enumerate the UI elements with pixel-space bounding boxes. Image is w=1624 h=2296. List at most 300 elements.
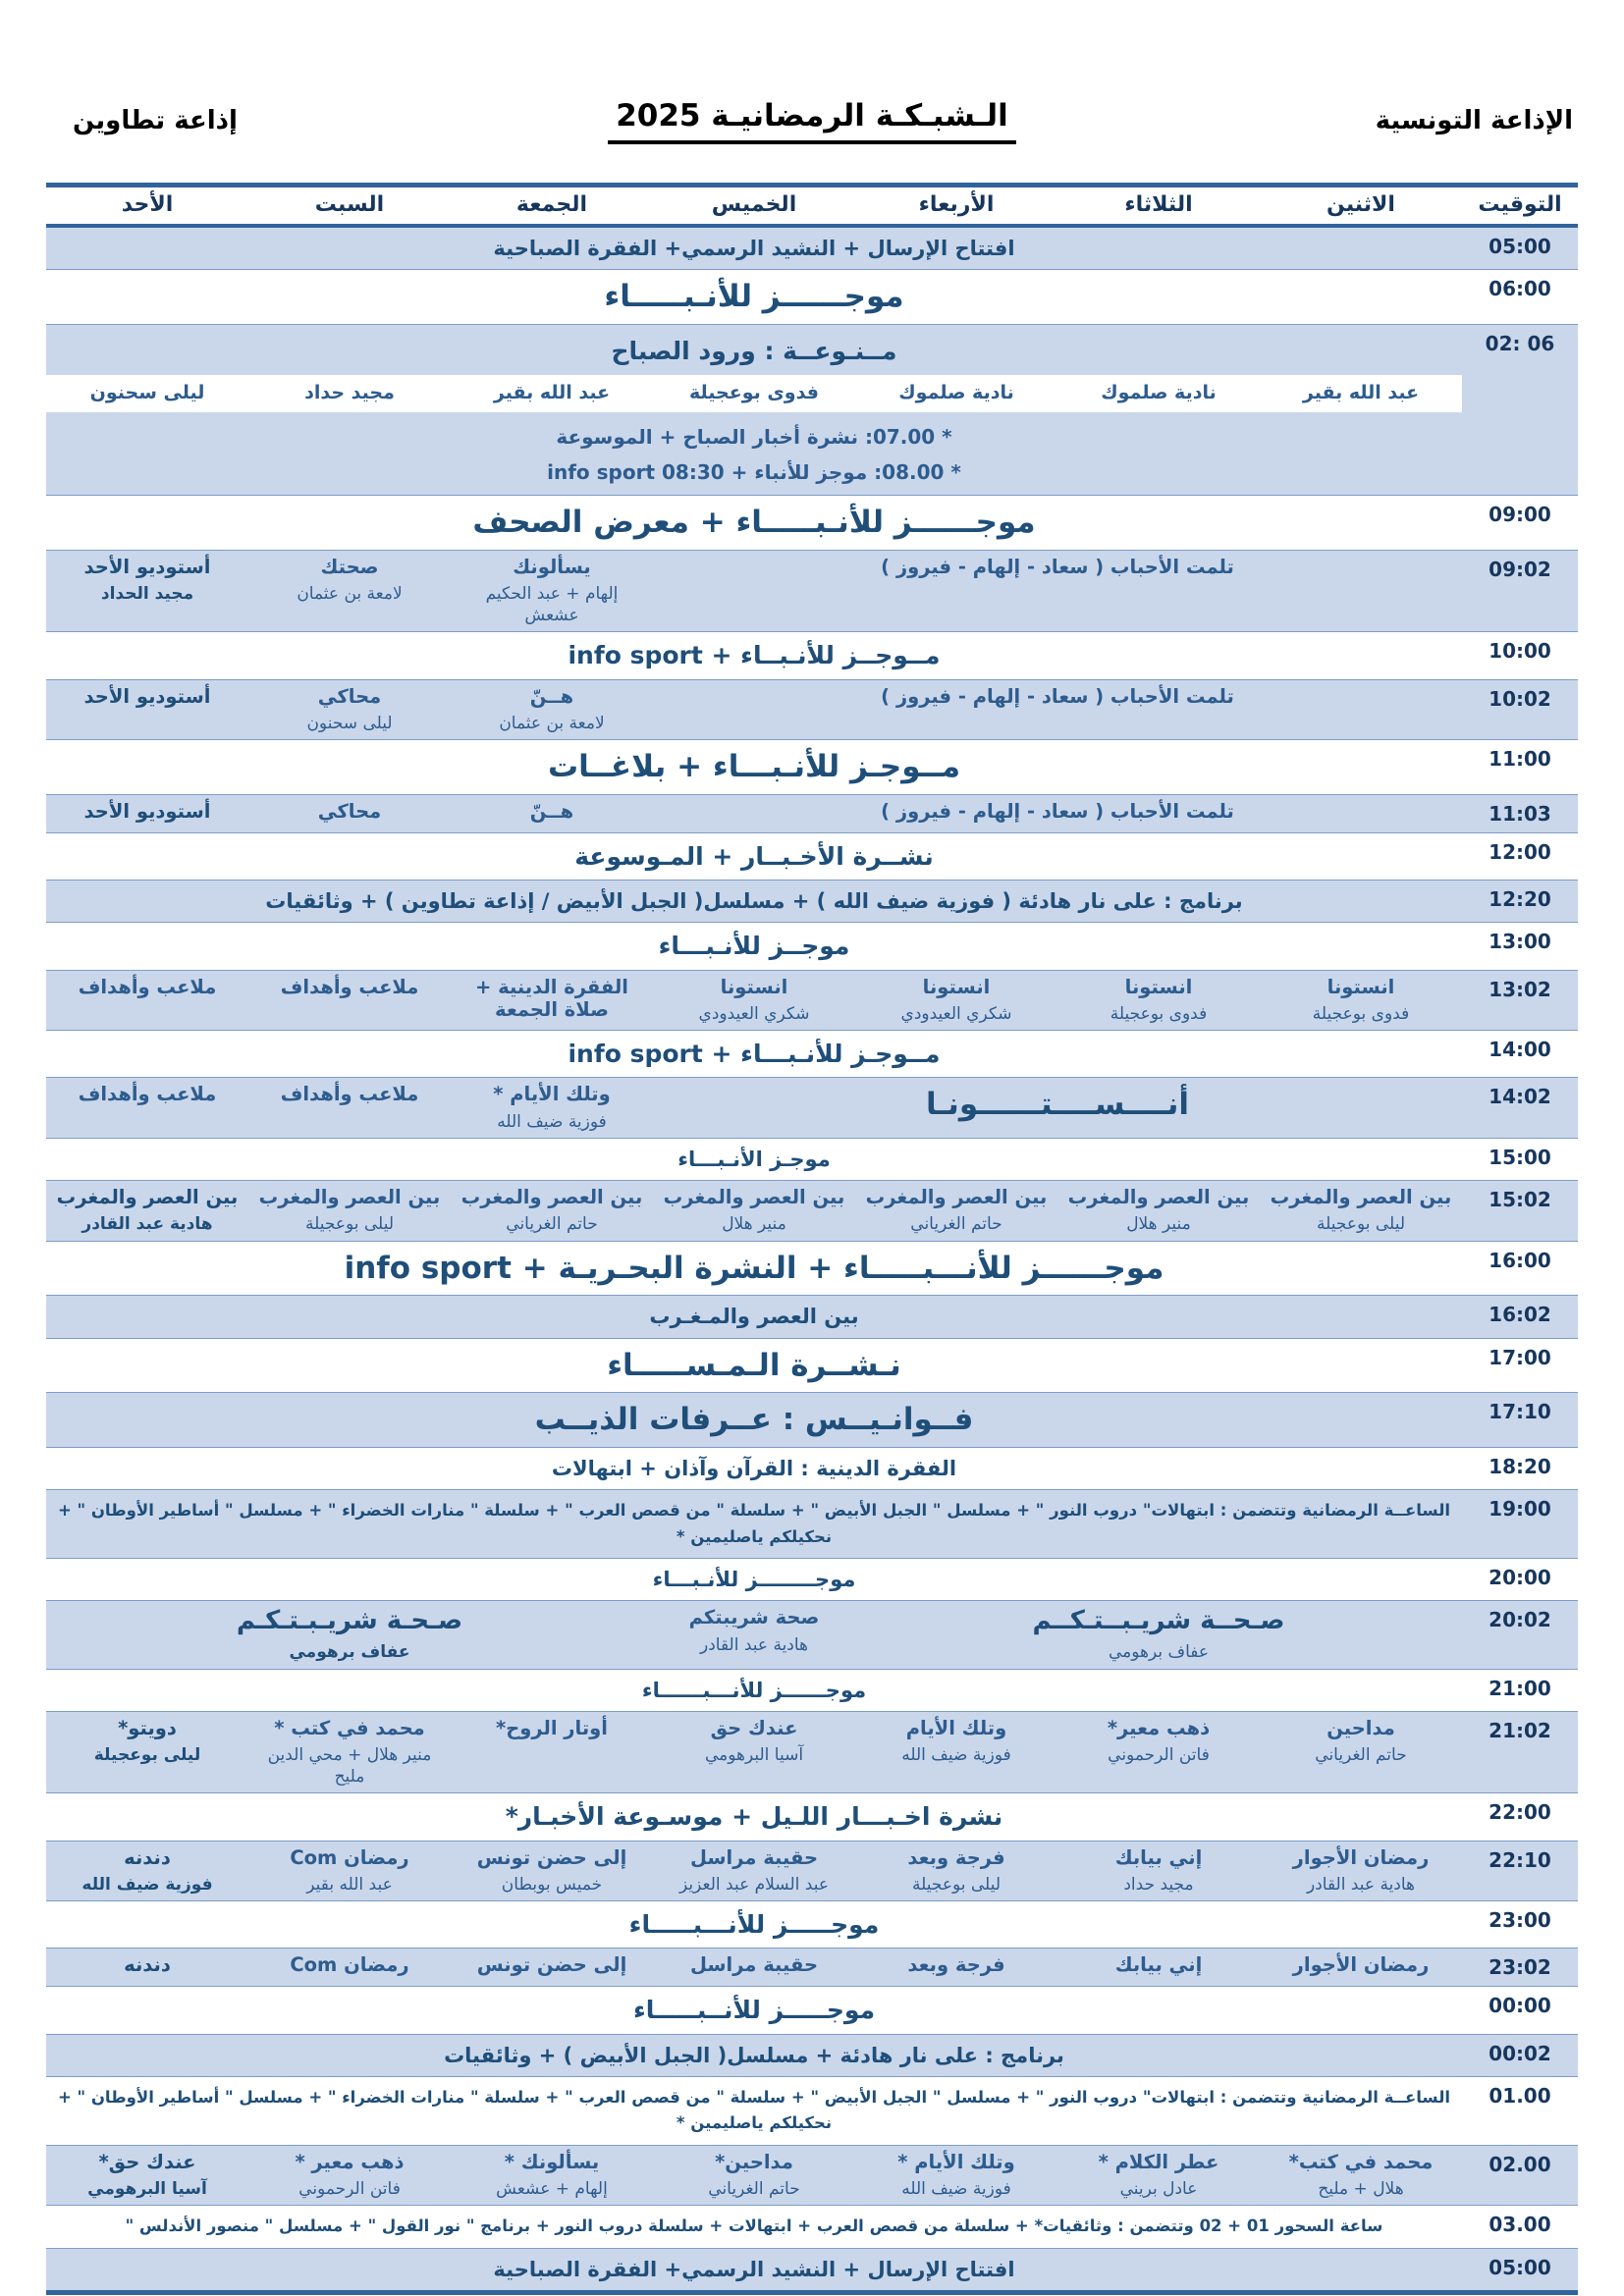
program-title: ذهب معير * <box>295 2150 405 2173</box>
program-cell <box>46 1711 248 1793</box>
program-cell <box>653 550 1462 632</box>
program-title: صـحـة شريـبـتـكـم <box>236 1606 463 1636</box>
program-title: انستونا <box>1326 975 1395 998</box>
host-name: فوزية ضيف الله <box>901 2179 1011 2200</box>
program-title: وتلك الأيام * <box>897 2150 1015 2173</box>
host-name: حاتم الغرياني <box>910 1214 1002 1235</box>
program-cell <box>1057 1181 1260 1241</box>
host-name: هلال + مليح <box>1318 2179 1404 2200</box>
presenter-name: ليلى سحنون <box>89 382 205 403</box>
host-name: ليلى بوعجيلة <box>93 1745 201 1766</box>
time-cell: 15:02 <box>1489 1188 1551 1212</box>
schedule-row <box>46 1559 1578 1601</box>
banner-cell <box>46 1448 1462 1490</box>
program-cell <box>451 970 653 1030</box>
time-cell: 09:00 <box>1489 503 1551 526</box>
host-name: هادية عبد القادر <box>1306 1875 1416 1896</box>
program-title: ملاعب وأهداف <box>280 1083 419 1106</box>
schedule-row <box>46 1393 1578 1448</box>
time-cell: 16:02 <box>1489 1303 1551 1327</box>
program-cell <box>451 1841 653 1900</box>
program-title: هــنّ <box>529 684 574 708</box>
program-cell <box>1057 1711 1260 1793</box>
schedule-row <box>46 832 1578 880</box>
time-cell: 05:00 <box>1489 235 1551 258</box>
banner-cell <box>46 1559 1462 1601</box>
program-cell <box>248 794 451 832</box>
schedule-row <box>46 1601 1578 1669</box>
banner-cell <box>46 832 1462 880</box>
banner-cell <box>46 1393 1462 1448</box>
program-cell <box>855 2145 1057 2205</box>
time-cell: 14:02 <box>1489 1085 1551 1109</box>
host-name: فاتن الرحموني <box>1108 1745 1210 1766</box>
time-cell: 17:10 <box>1489 1400 1551 1424</box>
schedule-row <box>46 679 1578 739</box>
column-header: التوقيت <box>1462 186 1578 227</box>
program-title: فرجة وبعد <box>907 1953 1005 1977</box>
schedule-row <box>46 270 1578 325</box>
banner-text: نـشــرة الـمـســـــاء <box>607 1347 901 1383</box>
presenter-name: نادية صلموك <box>1101 382 1217 403</box>
program-title: تلمت الأحباب ( سعاد - إلهام - فيروز ) <box>881 684 1234 708</box>
program-cell <box>451 1711 653 1793</box>
banner-text: مــوجـز للأنـبـــاء + info sport <box>568 1040 941 1069</box>
schedule-row <box>46 881 1578 923</box>
program-title: بين العصر والمغرب <box>663 1186 845 1209</box>
program-cell <box>653 1181 855 1241</box>
program-title: دويتو* <box>118 1716 177 1739</box>
host-name: خميس بوبطان <box>501 1875 603 1896</box>
column-header: الجمعة <box>451 186 653 227</box>
time-cell: 00:00 <box>1489 1994 1551 2018</box>
program-title: انستونا <box>720 975 788 998</box>
banner-cell <box>46 1031 1462 1078</box>
program-cell <box>248 1711 451 1793</box>
program-title: محاكي <box>317 684 382 708</box>
time-cell: 22:10 <box>1489 1847 1551 1872</box>
program-cell <box>653 970 855 1030</box>
program-title: بين العصر والمغرب <box>1270 1186 1452 1209</box>
schedule-row <box>46 1181 1578 1241</box>
host-name: عبد السلام عبد العزيز <box>679 1875 829 1896</box>
program-cell <box>653 794 1462 832</box>
program-title: محاكي <box>317 799 382 823</box>
program-cell <box>451 550 653 632</box>
banner-text: مــوجـز للأنـبـــاء + بلاغــات <box>547 749 961 785</box>
host-name: عفاف برهومي <box>1108 1642 1210 1663</box>
column-header: الأربعاء <box>855 186 1057 227</box>
schedule-row <box>46 1669 1578 1711</box>
schedule-note: * 07.00: نشرة أخبار الصباح + الموسوعة <box>556 425 952 449</box>
program-title: يسألونك <box>513 555 591 578</box>
program-cell <box>855 970 1057 1030</box>
program-title: ملاعب وأهداف <box>280 975 419 998</box>
program-cell <box>46 1949 248 1987</box>
morning-block-cell <box>46 325 1462 496</box>
banner-text: الفقرة الدينية : القرآن وآذان + ابتهالات <box>551 1457 957 1481</box>
program-cell <box>46 1078 248 1138</box>
program-cell <box>46 1841 248 1900</box>
host-name: ليلى بوعجيلة <box>304 1214 394 1235</box>
host-name: هادية عبد القادر <box>81 1214 213 1235</box>
banner-text: ساعة السحور 01 + 02 وتتضمن : وثائقيات* + سلسلة من قصص العرب + ابتهالات + سلسلة دروب النور + برنامج " نور القول " + مسلسل " منصور الأندلس " <box>125 2216 1383 2236</box>
schedule-row <box>46 970 1578 1030</box>
program-title: صحة شريبتكم <box>688 1606 820 1629</box>
host-name: عفاف برهومي <box>289 1642 410 1663</box>
host-name: آسيا البرهومي <box>704 1745 804 1766</box>
host-name: آسيا البرهومي <box>87 2179 207 2200</box>
banner-text: نشرة اخـبـــار اللـيل + موسـوعة الأخبـار* <box>505 1802 1003 1832</box>
time-cell: 11:00 <box>1489 747 1551 772</box>
program-title: مداحين <box>1326 1716 1395 1739</box>
program-cell <box>855 1601 1462 1669</box>
time-cell: 10:02 <box>1489 686 1551 711</box>
program-title: ملاعب وأهداف <box>78 1083 217 1106</box>
host-name: شكري العيدودي <box>698 1003 810 1024</box>
time-cell: 20:02 <box>1489 1608 1551 1632</box>
program-cell <box>1260 1949 1462 1987</box>
program-cell <box>653 1601 855 1669</box>
program-title: أستوديو الأحد <box>83 555 211 578</box>
program-title: إني بيابك <box>1114 1953 1203 1977</box>
banner-cell <box>46 1241 1462 1296</box>
host-name: فاتن الرحموني <box>298 2179 401 2200</box>
time-cell: 00:02 <box>1489 2041 1551 2065</box>
schedule-row <box>46 1711 1578 1793</box>
banner-text: نشــرة الأخـبــار + المـوسوعة <box>574 841 934 871</box>
time-cell: 23:02 <box>1489 1955 1551 1980</box>
host-name: عادل بريني <box>1119 2179 1198 2200</box>
program-title: ذهب معير* <box>1107 1716 1211 1739</box>
program-cell <box>653 1711 855 1793</box>
schedule-row <box>46 1490 1578 1559</box>
schedule-row <box>46 1448 1578 1490</box>
banner-cell <box>46 2034 1462 2076</box>
program-cell <box>855 1181 1057 1241</box>
presenter-name: عبد الله بقير <box>493 382 611 403</box>
banner-text: موجــــــز للأنـــبــــــاء <box>641 1678 867 1702</box>
program-cell <box>653 1078 1462 1138</box>
banner-text: افتتاح الإرسال + النشيد الرسمي+ الفقرة الصباحية <box>493 237 1015 260</box>
banner-text: موجــــــز للأنـبـــــاء <box>604 279 904 315</box>
host-name: منير هلال + محي الدين مليح <box>267 1745 432 1788</box>
program-title: حقيبة مراسل <box>689 1845 819 1869</box>
host-name: حاتم الغرياني <box>1315 1745 1407 1766</box>
schedule-row <box>46 2248 1578 2292</box>
banner-cell <box>46 2076 1462 2145</box>
time-cell: 18:20 <box>1489 1455 1551 1479</box>
program-title: بين العصر والمغرب <box>460 1186 643 1209</box>
program-cell <box>46 1181 248 1241</box>
column-header: الثلاثاء <box>1057 186 1260 227</box>
schedule-row <box>46 794 1578 832</box>
program-cell <box>1057 2145 1260 2205</box>
host-name: مجيد الحداد <box>100 584 194 605</box>
banner-text: موجــــــز للأنـــبـــــاء + النشرة البحـريـة + info sport <box>344 1250 1164 1286</box>
schedule-row <box>46 1987 1578 2034</box>
program-title: أوتار الروح* <box>496 1716 608 1739</box>
banner-cell <box>46 496 1462 551</box>
program-title: فرجة وبعد <box>907 1845 1005 1869</box>
time-cell: 17:00 <box>1489 1345 1551 1369</box>
program-cell <box>855 1841 1057 1900</box>
program-title: تلمت الأحباب ( سعاد - إلهام - فيروز ) <box>881 555 1234 578</box>
program-title: انستونا <box>1124 975 1193 998</box>
host-name: حاتم الغرياني <box>506 1214 598 1235</box>
time-cell: 22:00 <box>1489 1800 1551 1825</box>
presenter-strip <box>46 375 1462 412</box>
program-cell <box>46 794 248 832</box>
banner-text: برنامج : على نار هادئة + مسلسل( الجبل الأبيض ) + وثائقيات <box>444 2043 1064 2067</box>
banner-cell <box>46 1490 1462 1559</box>
program-title: وتلك الأيام <box>905 1716 1007 1739</box>
program-title: إلى حضن تونس <box>476 1953 627 1977</box>
morning-show-title: مــنـوعــة : ورود الصباح <box>611 337 897 365</box>
program-title: مداحين* <box>715 2150 793 2173</box>
program-cell <box>1260 970 1462 1030</box>
program-cell <box>1057 1949 1260 1987</box>
host-name: ليلى بوعجيلة <box>1316 1214 1405 1235</box>
schedule-row <box>46 226 1578 270</box>
schedule-row <box>46 2206 1578 2248</box>
program-title: تلمت الأحباب ( سعاد - إلهام - فيروز ) <box>881 799 1234 823</box>
schedule-row <box>46 1949 1578 1987</box>
banner-cell <box>46 881 1462 923</box>
host-name: حاتم الغرياني <box>708 2179 800 2200</box>
program-title: حقيبة مراسل <box>689 1953 819 1977</box>
program-cell <box>248 970 451 1030</box>
host-name: مجيد حداد <box>1123 1875 1194 1896</box>
time-cell: 06 :02 <box>1485 332 1555 355</box>
program-cell <box>248 1181 451 1241</box>
program-cell <box>1260 1181 1462 1241</box>
program-title: دندنه <box>124 1845 171 1869</box>
program-cell <box>248 550 451 632</box>
schedule-table-head <box>46 186 1578 227</box>
time-cell: 14:00 <box>1489 1038 1551 1062</box>
host-name: منير هلال <box>1126 1214 1191 1235</box>
program-title: رمضان Com <box>290 1845 409 1869</box>
time-cell: 01.00 <box>1489 2083 1551 2108</box>
program-title: يسألونك * <box>504 2150 600 2173</box>
program-title: بين العصر والمغرب <box>865 1186 1048 1209</box>
program-title: إني بيابك <box>1114 1845 1203 1869</box>
host-name: منير هلال <box>722 1214 786 1235</box>
time-cell: 21:00 <box>1489 1676 1551 1700</box>
program-title: الفقرة الدينية + صلاة الجمعة <box>475 975 628 1021</box>
time-cell: 16:00 <box>1489 1248 1551 1272</box>
time-cell: 13:02 <box>1489 977 1551 1001</box>
program-cell <box>855 1949 1057 1987</box>
time-cell: 13:00 <box>1489 930 1551 954</box>
program-cell <box>46 2145 248 2205</box>
program-cell <box>451 679 653 739</box>
banner-cell <box>46 1901 1462 1949</box>
host-name: لامعة بن عثمان <box>297 584 403 605</box>
time-cell: 12:20 <box>1489 887 1551 912</box>
brand-left: إذاعة تطاوين <box>73 106 238 135</box>
document-header <box>47 98 1577 157</box>
program-title: أستوديو الأحد <box>83 684 211 708</box>
page-title <box>47 98 1577 144</box>
program-cell <box>248 2145 451 2205</box>
banner-text: برنامج : على نار هادئة ( فوزية ضيف الله ) + مسلسل( الجبل الأبيض / إذاعة تطاوين ) + وثائقيات <box>265 889 1243 914</box>
header-row <box>46 186 1578 227</box>
schedule-row <box>46 1841 1578 1900</box>
time-cell: 05:00 <box>1462 2248 1578 2292</box>
program-cell <box>1057 1841 1260 1900</box>
program-cell <box>451 2145 653 2205</box>
program-title: أستوديو الأحد <box>83 799 211 823</box>
schedule-row <box>46 1901 1578 1949</box>
program-cell <box>1260 1711 1462 1793</box>
program-title: رمضان الأجوار <box>1292 1953 1430 1977</box>
schedule-row <box>46 2145 1578 2205</box>
schedule-row <box>46 496 1578 551</box>
column-header: السبت <box>248 186 451 227</box>
program-title: عندك حق* <box>98 2150 196 2173</box>
schedule-row <box>46 1793 1578 1841</box>
banner-cell <box>46 1793 1462 1841</box>
program-cell <box>451 1078 653 1138</box>
host-name: فوزية ضيف الله <box>81 1875 213 1896</box>
banner-text: الساعــة الرمضانية وتتضمن : ابتهالات" دروب النور " + مسلسل " الجبل الأبيض " + سلسلة " من قصص العرب " + سلسلة " منارات الخضراء " + مسلسل " أساطير الأوطان " + نحكيلكم ياصليمين * <box>57 2087 1451 2133</box>
schedule-row <box>46 1078 1578 1138</box>
banner-cell <box>46 1296 1462 1338</box>
program-cell <box>46 970 248 1030</box>
schedule-row <box>46 1031 1578 1078</box>
banner-cell <box>46 1338 1462 1393</box>
program-title: أنــــســــتــــــونـا <box>925 1087 1190 1123</box>
banner-text: موجـــــز للأنـــبـــــاء <box>628 1910 880 1940</box>
time-cell: 11:03 <box>1489 801 1551 826</box>
column-header: الأحد <box>46 186 248 227</box>
program-title: ملاعب وأهداف <box>78 975 217 998</box>
banner-text: فــوانـيــس : عــرفات الذيــب <box>534 1402 974 1438</box>
schedule-row <box>46 550 1578 632</box>
program-cell <box>46 679 248 739</box>
host-name: إلهام + عبد الحكيم عشعش <box>485 584 619 626</box>
schedule-row <box>46 2034 1578 2076</box>
program-title: رمضان الأجوار <box>1292 1845 1430 1869</box>
host-name: فدوى بوعجيلة <box>1312 1003 1410 1024</box>
program-cell <box>451 794 653 832</box>
schedule-row <box>46 1241 1578 1296</box>
brand-right: الإذاعة التونسية <box>1375 106 1573 135</box>
program-title: دندنه <box>124 1953 171 1977</box>
column-header: الاثنين <box>1260 186 1462 227</box>
schedule-row <box>46 1338 1578 1393</box>
host-name: فوزية ضيف الله <box>901 1745 1011 1766</box>
schedule-table <box>46 183 1578 2295</box>
banner-text: مــوجــز للأنـبــاء + info sport <box>568 641 941 670</box>
banner-text: موجـــــز للأنــبـــــاء <box>632 1996 876 2025</box>
banner-text: موجـز الأنـبـــاء <box>677 1147 831 1171</box>
program-title: انستونا <box>922 975 991 998</box>
schedule-note: * 08.00: موجز للأنباء + 08:30 info sport <box>547 460 961 484</box>
schedule-row <box>46 2076 1578 2145</box>
program-title: صحتك <box>320 555 379 578</box>
time-cell: 03.00 <box>1489 2213 1551 2237</box>
column-header: الخميس <box>653 186 855 227</box>
banner-cell <box>46 632 1462 679</box>
program-cell <box>451 1949 653 1987</box>
program-title: وتلك الأيام * <box>493 1083 611 1106</box>
banner-text: بين العصر والمـغـرب <box>649 1305 859 1329</box>
host-name: ليلى سحنون <box>306 713 393 733</box>
schedule-row <box>46 740 1578 795</box>
banner-cell <box>46 1987 1462 2034</box>
presenter-name: فدوى بوعجيلة <box>688 382 819 403</box>
program-cell <box>46 550 248 632</box>
program-title: بين العصر والمغرب <box>1067 1186 1250 1209</box>
host-name: هادية عبد القادر <box>699 1634 809 1655</box>
banner-text: موجــز للأنـبـــاء <box>658 932 850 961</box>
banner-cell <box>46 2248 1462 2292</box>
host-name: فوزية ضيف الله <box>497 1111 607 1132</box>
banner-cell <box>46 226 1462 270</box>
program-cell <box>653 1841 855 1900</box>
page-title-text: الـشبـكـة الرمضانيـة 2025 <box>608 98 1016 144</box>
banner-text: موجــــــــز للأنـبـــاء <box>652 1568 856 1592</box>
time-cell: 23:00 <box>1489 1908 1551 1933</box>
schedule-table-body <box>46 226 1578 2292</box>
host-name: ليلى بوعجيلة <box>911 1875 1001 1896</box>
schedule-row <box>46 632 1578 679</box>
program-title: محمد في كتب* <box>1288 2150 1434 2173</box>
program-title: رمضان Com <box>290 1953 409 1977</box>
schedule-row <box>46 325 1578 496</box>
time-cell: 02.00 <box>1489 2152 1551 2176</box>
program-cell <box>1260 1841 1462 1900</box>
program-cell <box>248 679 451 739</box>
schedule-row <box>46 923 1578 970</box>
presenter-name: نادية صلموك <box>898 382 1014 403</box>
program-cell <box>248 1841 451 1900</box>
banner-cell <box>46 923 1462 970</box>
program-cell <box>653 1949 855 1987</box>
schedule-row <box>46 1296 1578 1338</box>
program-title: بين العصر والمغرب <box>56 1186 239 1209</box>
time-cell: 06:00 <box>1489 277 1551 301</box>
program-title: هــنّ <box>529 799 574 823</box>
banner-text: الساعــة الرمضانية وتتضمن : ابتهالات" دروب النور " + مسلسل " الجبل الأبيض " + سلسلة " من قصص العرب " + سلسلة " منارات الخضراء " + مسلسل " أساطير الأوطان " + نحكيلكم ياصليمين * <box>57 1501 1451 1546</box>
host-name: لامعة بن عثمان <box>499 713 605 733</box>
banner-text: افتتاح الإرسال + النشيد الرسمي+ الفقرة الصباحية <box>493 2257 1015 2281</box>
banner-cell <box>46 2206 1462 2248</box>
banner-cell <box>46 270 1462 325</box>
program-title: عطر الكلام * <box>1098 2150 1219 2173</box>
program-cell <box>653 679 1462 739</box>
schedule-row <box>46 1138 1578 1180</box>
presenter-name: عبد الله بقير <box>1302 382 1420 403</box>
time-cell: 20:00 <box>1489 1566 1551 1590</box>
program-cell <box>248 1078 451 1138</box>
host-name: إلهام + عشعش <box>496 2179 608 2200</box>
host-name: شكري العيدودي <box>900 1003 1012 1024</box>
time-cell: 09:02 <box>1489 557 1551 581</box>
banner-text: موجــــــز للأنـبـــــاء + معرض الصحف <box>472 505 1036 540</box>
program-cell <box>1057 970 1260 1030</box>
banner-cell <box>46 1138 1462 1180</box>
program-cell <box>46 1601 653 1669</box>
banner-cell <box>46 740 1462 795</box>
program-cell <box>451 1181 653 1241</box>
program-title: إلى حضن تونس <box>476 1845 627 1869</box>
host-name: عبد الله بقير <box>306 1875 393 1896</box>
host-name: فدوى بوعجيلة <box>1110 1003 1208 1024</box>
